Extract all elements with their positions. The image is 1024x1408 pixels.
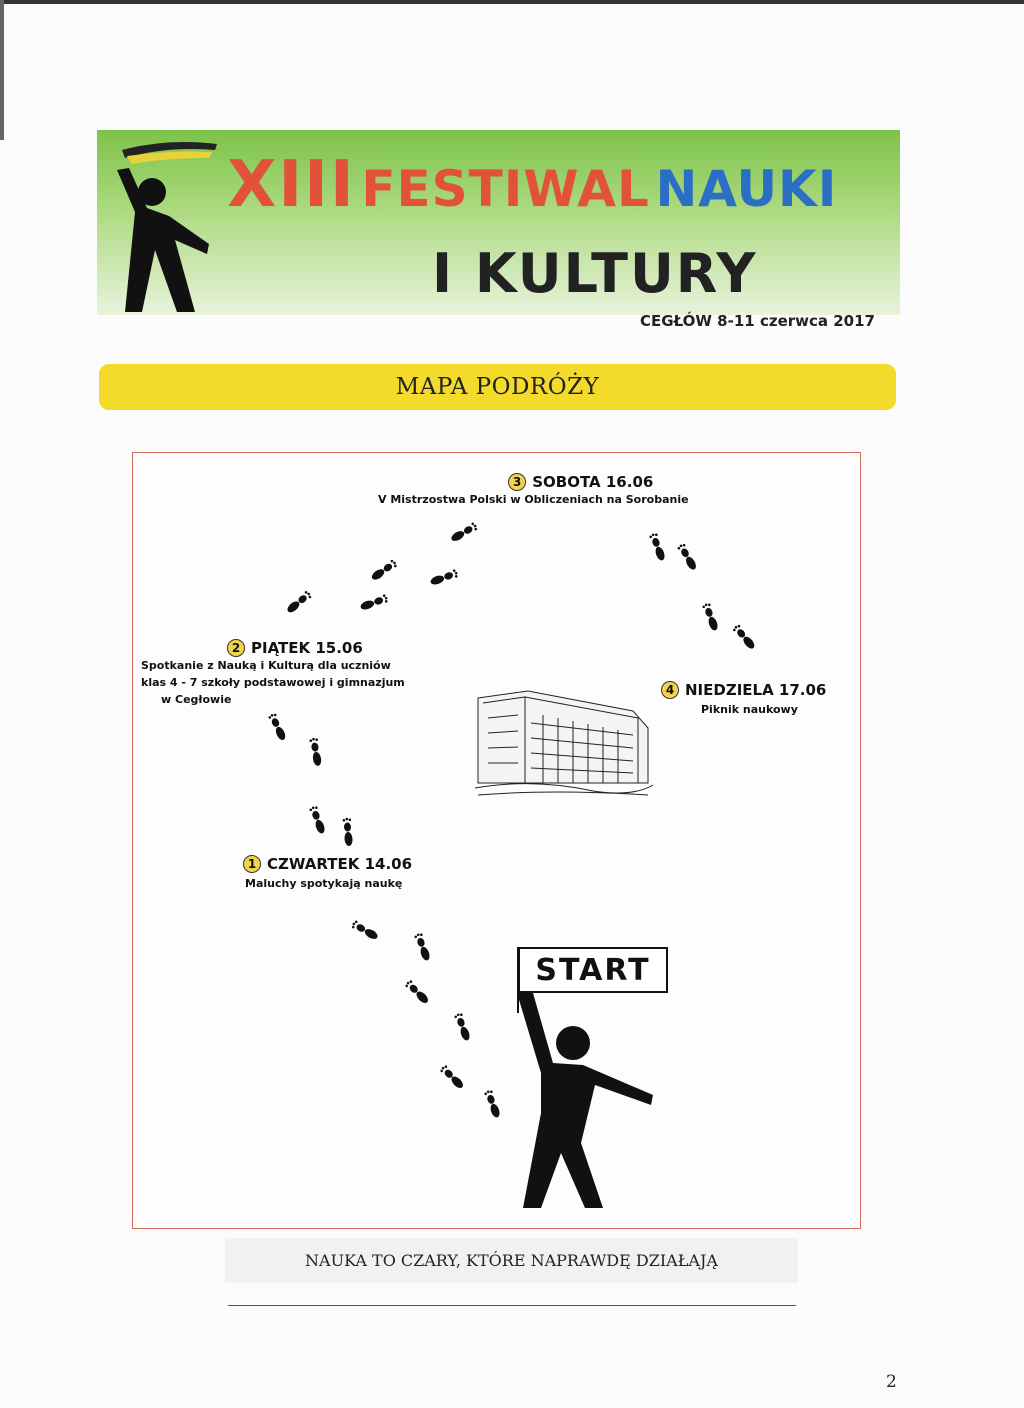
- stop-day-label: PIĄTEK 15.06: [251, 639, 363, 657]
- stop-number-badge: 1: [243, 855, 261, 873]
- stop-number-badge: 2: [227, 639, 245, 657]
- stop-description: V Mistrzostwa Polski w Obliczeniach na Sorobanie: [378, 493, 689, 506]
- stop-day-label: CZWARTEK 14.06: [267, 855, 413, 873]
- stop-day-label: NIEDZIELA 17.06: [685, 681, 827, 699]
- section-title-bar: [99, 364, 896, 410]
- footprints-trail: [268, 522, 757, 1119]
- festival-subtitle: CEGŁÓW 8-11 czerwca 2017: [640, 312, 875, 330]
- section-title: MAPA PODRÓŻY: [395, 374, 600, 400]
- stop-4-sunday: [661, 681, 826, 718]
- stop-number-badge: 4: [661, 681, 679, 699]
- festival-title-line2: I KULTURY: [432, 242, 758, 305]
- map-illustration: [133, 453, 860, 1228]
- stop-2-friday: [141, 639, 405, 708]
- festival-banner: [97, 130, 900, 315]
- motto-divider: [228, 1305, 796, 1306]
- festival-runner-logo-icon: [97, 130, 222, 315]
- title-roman-numeral: XIII: [227, 148, 356, 222]
- title-nauki: NAUKI: [655, 160, 838, 218]
- scan-edge-left: [0, 0, 4, 140]
- stop-description: Maluchy spotykają naukę: [245, 877, 403, 890]
- stop-3-saturday: [378, 473, 689, 508]
- festival-title-line1: [227, 148, 837, 222]
- stop-day-label: SOBOTA 16.06: [532, 473, 654, 491]
- stop-description-line2: klas 4 - 7 szkoły podstawowej i gimnazjum: [141, 676, 405, 689]
- start-flag: START: [518, 947, 668, 993]
- motto-text: NAUKA TO CZARY, KTÓRE NAPRAWDĘ DZIAŁAJĄ: [305, 1251, 718, 1270]
- scan-edge-top: [0, 0, 1024, 4]
- stop-description-line3: w Cegłowie: [161, 693, 232, 706]
- title-festiwal: FESTIWAL: [361, 160, 650, 218]
- page-number: 2: [886, 1372, 897, 1392]
- stop-1-thursday: [243, 855, 412, 892]
- motto-box: [225, 1238, 798, 1283]
- stop-description: Piknik naukowy: [701, 703, 798, 716]
- stop-number-badge: 3: [508, 473, 526, 491]
- journey-map: [132, 452, 861, 1229]
- school-building-icon: [475, 691, 653, 795]
- stop-description-line1: Spotkanie z Nauką i Kulturą dla uczniów: [141, 659, 391, 672]
